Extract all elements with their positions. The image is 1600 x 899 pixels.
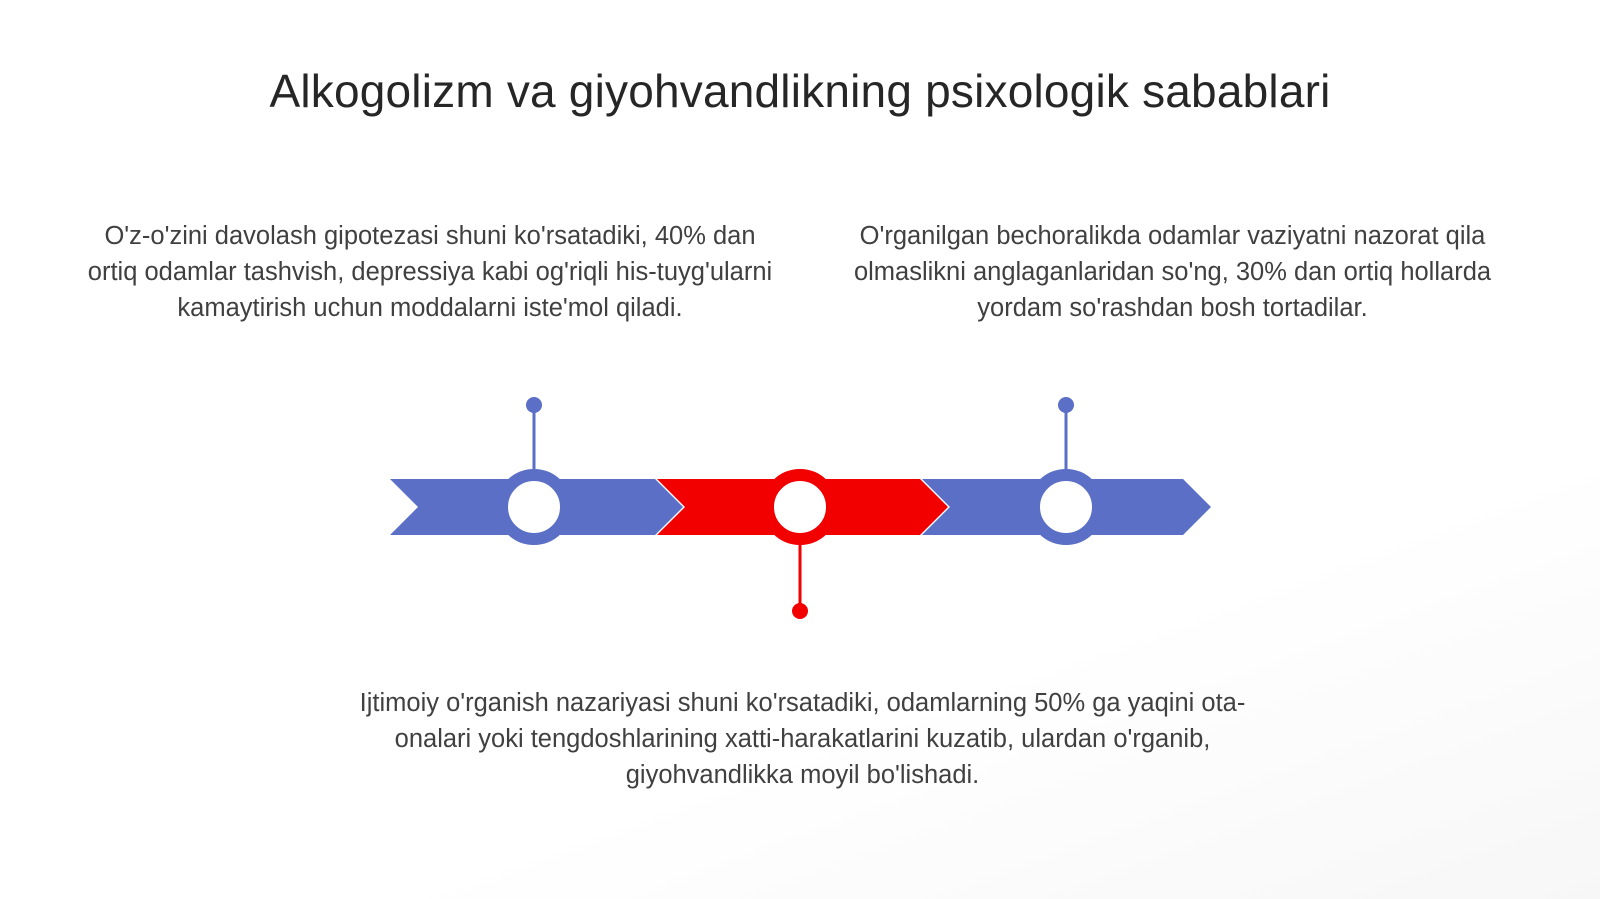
timeline-node-1 (502, 475, 566, 539)
timeline-node-2 (768, 475, 832, 539)
timeline-endpoint-dot-1 (526, 397, 542, 413)
timeline-node-3 (1034, 475, 1098, 539)
slide-title: Alkogolizm va giyohvandlikning psixologik sabablari (269, 65, 1331, 117)
timeline-caption-1: O'z-o'zini davolash gipotezasi shuni ko'rsatadiki, 40% dan ortiq odamlar tashvish, depressiya kabi og'riqli his-tuyg'ularni kamaytirish uchun moddalarni iste'mol qiladi. (87, 222, 773, 322)
timeline-caption-2: Ijtimoiy o'rganish nazariyasi shuni ko'rsatadiki, odamlarning 50% ga yaqini ota-onalari yoki tengdoshlarining xatti-harakatlarini kuzatib, ulardan o'rganib, giyohvandlikka moyil bo'lishadi. (359, 689, 1246, 789)
timeline-endpoint-dot-2 (792, 603, 808, 619)
timeline-caption-3: O'rganilgan bechoralikda odamlar vaziyatni nazorat qila olmaslikni anglaganlaridan so'ng, 30% dan ortiq hollarda yordam so'rashdan bosh tortadilar. (853, 222, 1492, 322)
timeline-endpoint-dot-3 (1058, 397, 1074, 413)
